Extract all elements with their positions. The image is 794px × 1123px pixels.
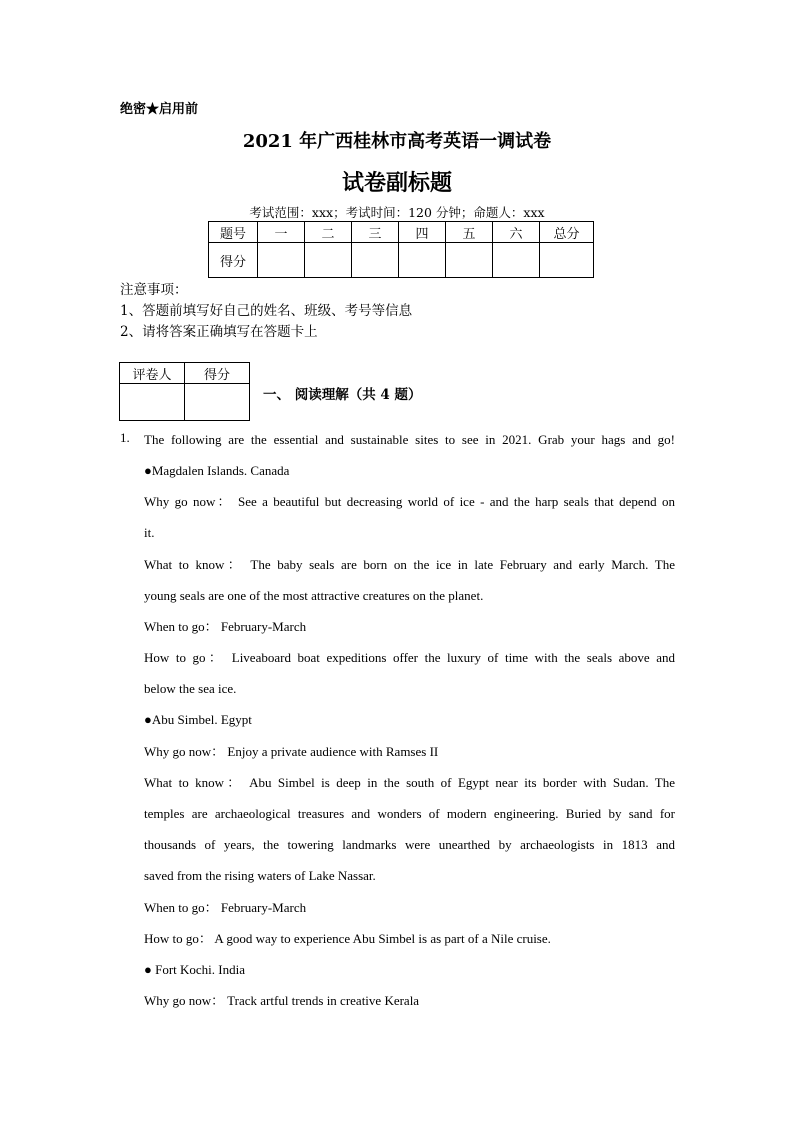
section-title: 一、 阅读理解（共 4 题）	[263, 387, 422, 403]
score-cell	[258, 243, 305, 278]
score-table-col-2: 二	[305, 222, 352, 243]
passage-line: The following are the essential and sustainable sites to see in 2021. Grab your hags and go!	[144, 432, 675, 447]
score-cell	[493, 243, 540, 278]
passage-line: Why go now： Enjoy a private audience with Ramses II	[144, 744, 439, 759]
notice-item: 1、答题前填写好自己的姓名、班级、考号等信息	[120, 303, 413, 319]
passage-line: saved from the rising waters of Lake Nassar.	[144, 868, 376, 883]
score-cell	[399, 243, 446, 278]
score-table-col-4: 四	[399, 222, 446, 243]
exam-info: 考试范围：xxx；考试时间：120 分钟；命题人：xxx	[249, 205, 545, 220]
score-table-col-3: 三	[352, 222, 399, 243]
passage-line: How to go： Liveaboard boat expeditions offer the luxury of time with the seals above and	[144, 650, 675, 665]
grader-score-cell	[185, 384, 250, 421]
passage-line: it.	[144, 525, 155, 540]
score-cell	[446, 243, 493, 278]
score-table-col-5: 五	[446, 222, 493, 243]
passage-line: ●Abu Simbel. Egypt	[144, 712, 252, 727]
score-table-col-1: 一	[258, 222, 305, 243]
grader-cell	[120, 384, 185, 421]
passage-line: How to go： A good way to experience Abu Simbel is as part of a Nile cruise.	[144, 931, 551, 946]
passage-line: temples are archaeological treasures and wonders of modern engineering. Buried by sand for	[144, 806, 675, 821]
passage-line: When to go： February-March	[144, 619, 307, 634]
score-cell	[540, 243, 594, 278]
score-table	[208, 221, 594, 278]
confidential-mark: 绝密★启用前	[120, 102, 199, 117]
exam-title: 2021 年广西桂林市高考英语一调试卷	[242, 131, 552, 152]
score-table-header-label: 题号	[209, 222, 258, 243]
score-table-col-6: 六	[493, 222, 540, 243]
notice-block	[120, 280, 412, 343]
exam-subtitle: 试卷副标题	[341, 170, 452, 196]
passage-line: What to know： Abu Simbel is deep in the south of Egypt near its border with Sudan. The	[144, 775, 675, 790]
notice-heading: 注意事项：	[120, 282, 188, 298]
grader-label: 评卷人	[120, 363, 185, 384]
passage-line: When to go： February-March	[144, 900, 307, 915]
question-number: 1.	[120, 430, 130, 445]
passage-line: thousands of years, the towering landmarks were unearthed by archaeologists in 1813 and	[144, 837, 675, 852]
grader-score-label: 得分	[185, 363, 250, 384]
passage-line: ● Fort Kochi. India	[144, 962, 246, 977]
passage-line: Why go now： Track artful trends in creative Kerala	[144, 993, 420, 1008]
notice-item: 2、请将答案正确填写在答题卡上	[120, 324, 318, 340]
score-table-score-label: 得分	[209, 243, 258, 278]
passage-line: below the sea ice.	[144, 681, 237, 696]
grader-table	[119, 362, 250, 421]
passage-line: ●Magdalen Islands. Canada	[144, 463, 290, 478]
passage-line: Why go now： See a beautiful but decreasing world of ice - and the harp seals that depend on	[144, 494, 675, 509]
score-table-col-total: 总分	[540, 222, 594, 243]
score-cell	[352, 243, 399, 278]
passage-line: young seals are one of the most attractive creatures on the planet.	[144, 588, 484, 603]
question-body	[144, 430, 675, 1020]
passage-line: What to know： The baby seals are born on the ice in late February and early March. The	[144, 557, 675, 572]
score-cell	[305, 243, 352, 278]
